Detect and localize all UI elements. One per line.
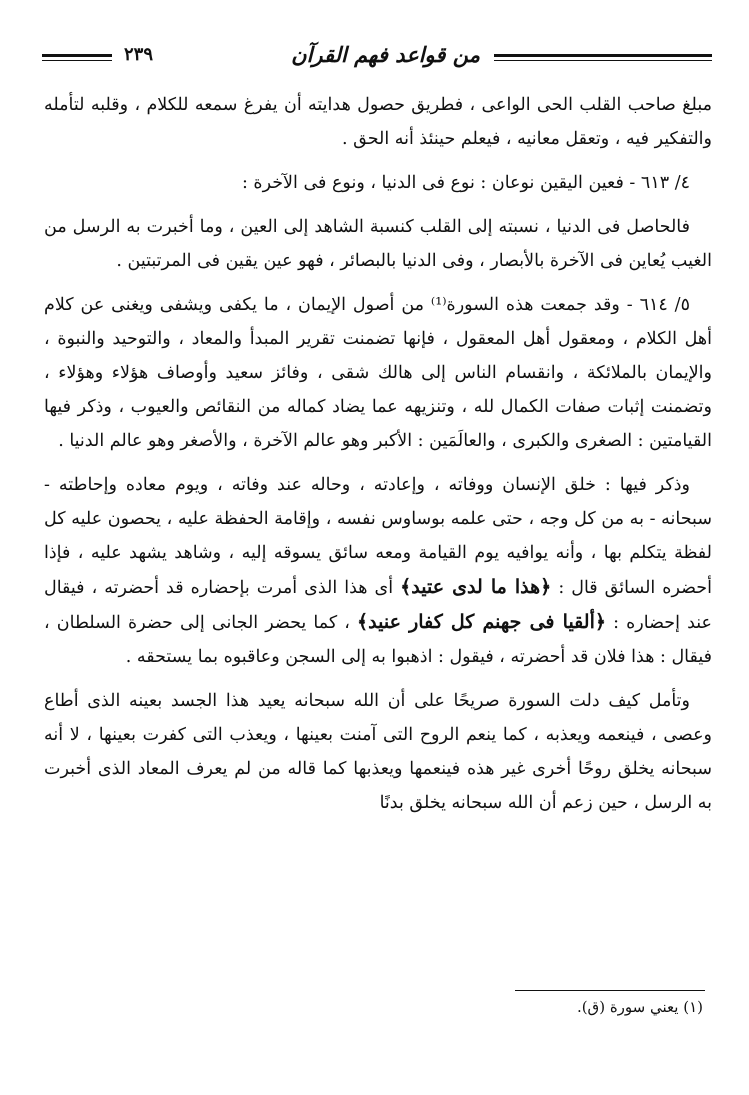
page-number: ٢٣٩: [124, 44, 154, 65]
paragraph: [44, 468, 712, 674]
paragraph-text: ، كما يحضر الجانى إلى حضرة السلطان ، فيقال : هذا فلان قد أحضرته ، فيقول : اذهبوا به إلى السجن وعاقبوه بما يستحقه .: [44, 613, 712, 667]
footnote: (١) يعني سورة (ق).: [576, 998, 703, 1016]
paragraph: فالحاصل فى الدنيا ، نسبته إلى القلب كنسبة الشاهد إلى العين ، وما أخبرت به الرسل من الغيب يُعاين فى الآخرة بالأبصار ، وفى الدنيا بالبصائر ، فهو عين يقين فى المرتبتين .: [44, 217, 712, 271]
paragraph: ٥/ ٦١٤ - وقد جمعت هذه السورة⁽¹⁾ من أصول الإيمان ، ما يكفى ويشفى ويغنى عن كلام أهل الكلام ، ومعقول أهل المعقول ، فإنها تضمنت تقرير المبدأ والمعاد ، والتوحيد والنبوة ، والإيمان بالملائكة ، وانقسام الناس إلى هالك شقى ، وفائز سعيد وأوصاف هؤلاء وهؤلاء ، وتضمنت إثبات صفات الكمال لله ، وتنزيهه عما يضاد كماله من النقائص والعيوب ، وذكر فيها القيامتين : الصغرى والكبرى ، والعالَمَين : الأكبر وهو عالم الآخرة ، والأصغر وهو عالم الدنيا .: [44, 295, 712, 451]
paragraph: مبلغ صاحب القلب الحى الواعى ، فطريق حصول هدايته أن يفرغ سمعه للكلام ، وقلبه لتأمله والتفكير فيه ، وتعقل معانيه ، فيعلم حينئذ أنه الحق .: [44, 95, 712, 149]
paragraph: وتأمل كيف دلت السورة صريحًا على أن الله سبحانه يعيد هذا الجسد بعينه الذى أطاع وعصى ، فينعمه ويعذبه ، كما ينعم الروح التى آمنت بعينها ، ويعذب التى كفرت بعينها ، لا أنه سبحانه يخلق روحًا أخرى غير هذه فينعمها ويعذبها كما قاله من لم يعرف المعاد الذى أخبرت به الرسل ، حين زعم أن الله سبحانه يخلق بدنًا: [44, 691, 712, 813]
header-rule-right: [494, 54, 712, 61]
running-title: من قواعد فهم القرآن: [291, 42, 480, 67]
header-rule-left: [42, 54, 112, 61]
quran-quote: ﴿ألقيا فى جهنم كل كفار عنيد﴾: [357, 611, 606, 633]
paragraph-text: أى هذا الذى أمرت بإحضاره قد أحضرته ، فيقال عند إحضاره :: [44, 578, 712, 633]
running-header: [42, 42, 712, 82]
footnote-rule: [515, 990, 705, 991]
paragraph-text: وذكر فيها : خلق الإنسان ووفاته ، وإعادته ، وحاله عند وفاته ، ويوم معاده وإحاطته - سبحانه - به من كل وجه ، حتى علمه بوساوس نفسه ، وإقامة الحفظة عليه ، يحصون عليه كل لفظة يتكلم بها ، وأنه يوافيه يوم القيامة ومعه سائق يسوقه إليه ، وشاهد يشهد عليه ، فإذا أحضره السائق قال :: [44, 475, 712, 598]
body-text: [44, 88, 712, 830]
quran-quote: ﴿هذا ما لدى عتيد﴾: [400, 576, 552, 598]
paragraph: ٤/ ٦١٣ - فعين اليقين نوعان : نوع فى الدنيا ، ونوع فى الآخرة :: [241, 173, 690, 193]
